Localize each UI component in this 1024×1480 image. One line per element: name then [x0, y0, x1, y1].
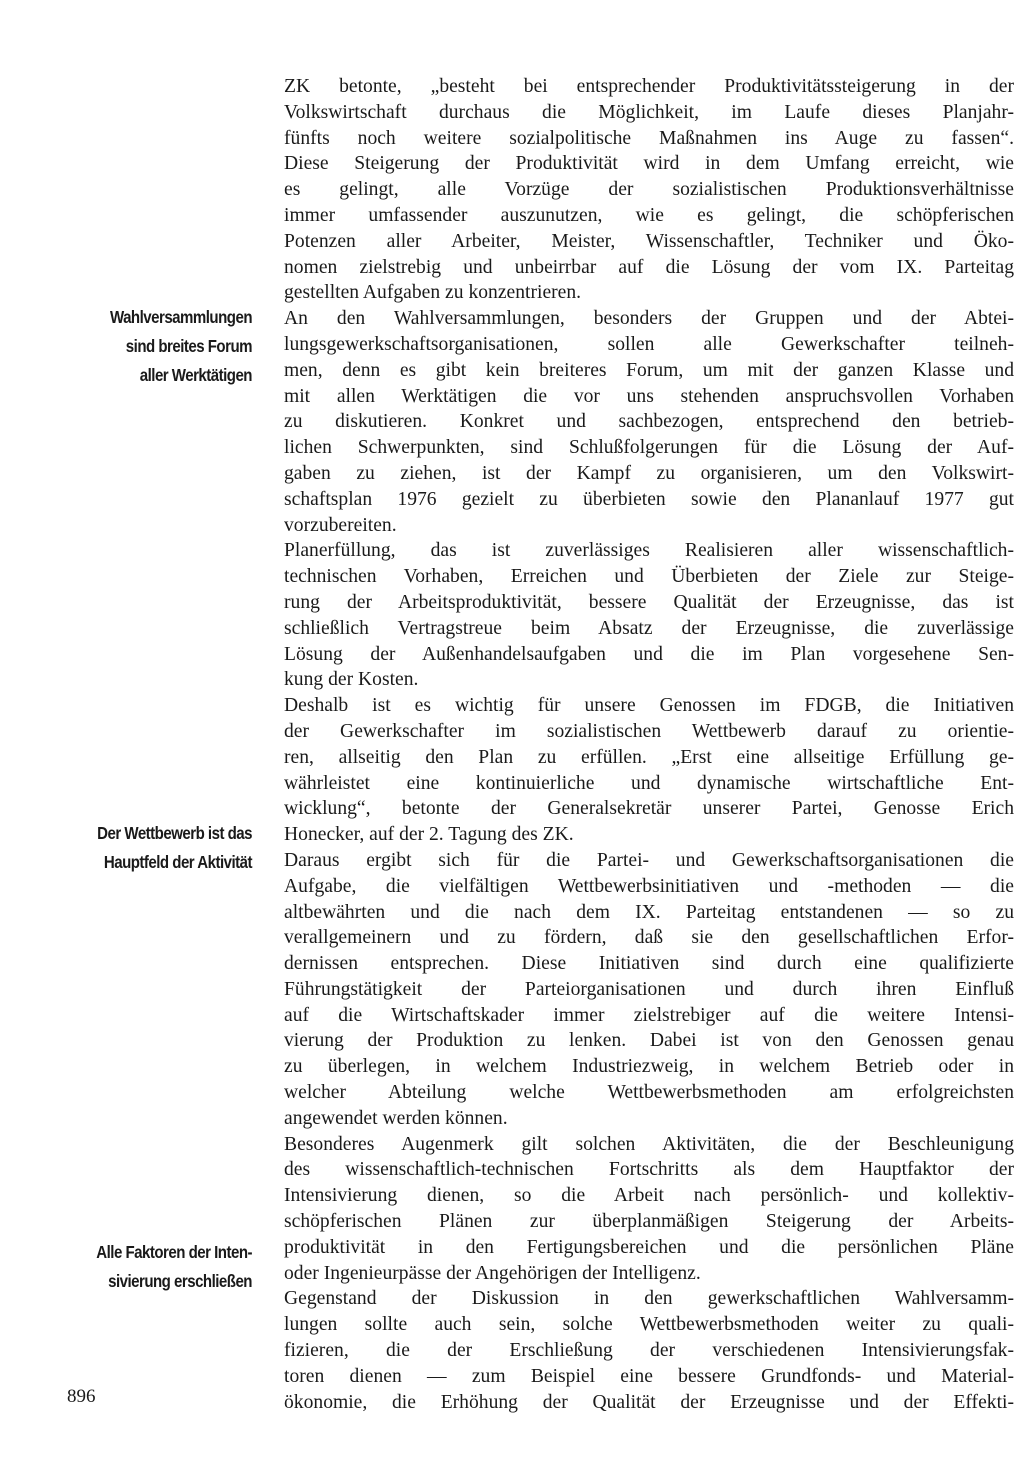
text-line: wicklung“, betonte der Generalsekretär unserer Partei, Genosse Erich	[284, 798, 1014, 820]
text-line: schließlich Vertragstreue beim Absatz der Erzeugnisse, die zuverlässige	[284, 617, 1014, 639]
text-line: gaben zu ziehen, ist der Kampf zu organisieren, um den Volkswirt-	[284, 462, 1014, 484]
text-line: Volkswirtschaft durchaus die Möglichkeit, im Laufe dieses Planjahr-	[284, 101, 1014, 123]
sidenote-line: Wahlversammlungen	[109, 307, 252, 327]
text-line: altbewährten und die nach dem IX. Parteitag entstandenen — so zu	[284, 901, 1014, 923]
text-line: lungen sollte auch sein, solche Wettbewerbsmethoden weiter zu quali-	[284, 1314, 1014, 1336]
text-line: es gelingt, alle Vorzüge der sozialistischen Produktionsverhältnisse	[284, 179, 1014, 201]
text-line: währleistet eine kontinuierliche und dynamische wirtschaftliche Ent-	[284, 772, 1014, 794]
text-line: toren dienen — zum Beispiel eine bessere Grundfonds- und Material-	[284, 1365, 1014, 1387]
text-line: auf die Wirtschaftskader immer zielstrebiger auf die weitere Intensi-	[284, 1004, 1014, 1026]
sidenote-line: Alle Faktoren der Inten-	[96, 1242, 252, 1262]
text-line: welcher Abteilung welche Wettbewerbsmethoden am erfolgreichsten	[284, 1082, 1014, 1104]
text-line: rung der Arbeitsproduktivität, bessere Qualität der Erzeugnisse, das ist	[284, 591, 1014, 613]
text-line: Aufgabe, die vielfältigen Wettbewerbsinitiativen und -methoden — die	[284, 875, 1014, 897]
text-line: des wissenschaftlich-technischen Fortschritts als dem Hauptfaktor der	[284, 1159, 1014, 1181]
sidenote-line: sind breites Forum	[125, 336, 252, 356]
text-line: men, denn es gibt kein breiteres Forum, um mit der ganzen Klasse und	[284, 359, 1014, 381]
body-text	[284, 74, 1014, 1415]
text-line: ren, allseitig den Plan zu erfüllen. „Erst eine allseitige Erfüllung ge-	[284, 746, 1014, 768]
sidenote-line: sivierung erschließen	[108, 1271, 252, 1291]
text-line: kung der Kosten.	[284, 669, 419, 691]
text-line: Diese Steigerung der Produktivität wird in dem Umfang erreicht, wie	[284, 153, 1014, 175]
text-line: ZK betonte, „besteht bei entsprechender Produktivitätssteigerung in der	[284, 76, 1014, 97]
text-line: lungsgewerkschaftsorganisationen, sollen alle Gewerkschafter teilneh-	[284, 333, 1014, 355]
text-line: produktivität in den Fertigungsbereichen und die persönlichen Pläne	[284, 1236, 1014, 1258]
sidenote-wahlversammlungen	[70, 303, 252, 390]
text-line: mit allen Werktätigen die vor uns stehenden anspruchsvollen Vorhaben	[284, 385, 1014, 407]
text-line: Lösung der Außenhandelsaufgaben und die im Plan vorgesehene Sen-	[284, 643, 1014, 665]
text-line: Deshalb ist es wichtig für unsere Genossen im FDGB, die Initiativen	[284, 695, 1014, 717]
text-line: technischen Vorhaben, Erreichen und Überbieten der Ziele zur Steige-	[284, 566, 1014, 588]
text-line: zu überlegen, in welchem Industriezweig, in welchem Betrieb oder in	[284, 1056, 1014, 1078]
text-line: vierung der Produktion zu lenken. Dabei ist von den Genossen genau	[284, 1030, 1014, 1052]
sidenote-wettbewerb	[70, 819, 252, 877]
text-line: immer umfassender auszunutzen, wie es gelingt, die schöpferischen	[284, 204, 1014, 226]
text-line: verallgemeinern und zu fördern, daß sie den gesellschaftlichen Erfor-	[284, 927, 1014, 949]
text-line: Besonderes Augenmerk gilt solchen Aktivitäten, die der Beschleunigung	[284, 1133, 1014, 1155]
page-number: 896	[67, 1386, 96, 1407]
text-line: An den Wahlversammlungen, besonders der Gruppen und der Abtei-	[284, 308, 1014, 330]
sidenote-line: aller Werktätigen	[139, 365, 252, 385]
text-line: vorzubereiten.	[284, 514, 397, 536]
text-line: angewendet werden können.	[284, 1107, 508, 1129]
text-line: schöpferischen Plänen zur überplanmäßigen Steigerung der Arbeits-	[284, 1211, 1014, 1233]
text-line: schaftsplan 1976 gezielt zu überbieten sowie den Plananlauf 1977 gut	[284, 488, 1014, 510]
text-line: Gegenstand der Diskussion in den gewerkschaftlichen Wahlversamm-	[284, 1288, 1014, 1310]
text-line: Daraus ergibt sich für die Partei- und Gewerkschaftsorganisationen die	[284, 849, 1014, 871]
text-line: oder Ingenieurpässe der Angehörigen der Intelligenz.	[284, 1262, 701, 1284]
text-line: ökonomie, die Erhöhung der Qualität der Erzeugnisse und der Effekti-	[284, 1391, 1014, 1413]
text-line: dernissen entsprechen. Diese Initiativen sind durch eine qualifizierte	[284, 953, 1014, 975]
sidenote-line: Der Wettbewerb ist das	[97, 823, 252, 843]
sidenote-line: Hauptfeld der Aktivität	[103, 852, 252, 872]
text-line: fizieren, die der Erschließung der verschiedenen Intensivierungsfak-	[284, 1340, 1014, 1362]
text-line: Planerfüllung, das ist zuverlässiges Realisieren aller wissenschaftlich-	[284, 540, 1014, 562]
sidenote-faktoren	[70, 1238, 252, 1296]
text-line: gestellten Aufgaben zu konzentrieren.	[284, 282, 582, 304]
text-line: der Gewerkschafter im sozialistischen Wettbewerb darauf zu orientie-	[284, 720, 1014, 742]
text-line: Führungstätigkeit der Parteiorganisationen und durch ihren Einfluß	[284, 978, 1014, 1000]
text-line: fünfts noch weitere sozialpolitische Maßnahmen ins Auge zu fassen“.	[284, 127, 1014, 149]
text-line: nomen zielstrebig und unbeirrbar auf die Lösung der vom IX. Parteitag	[284, 256, 1014, 278]
text-line: Intensivierung dienen, so die Arbeit nach persönlich- und kollektiv-	[284, 1185, 1014, 1207]
text-line: Potenzen aller Arbeiter, Meister, Wissenschaftler, Techniker und Öko-	[284, 230, 1014, 252]
text-line: zu diskutieren. Konkret und sachbezogen, entsprechend den betrieb-	[284, 411, 1014, 433]
text-line: Honecker, auf der 2. Tagung des ZK.	[284, 824, 574, 846]
text-line: lichen Schwerpunkten, sind Schlußfolgerungen für die Lösung der Auf-	[284, 437, 1014, 459]
